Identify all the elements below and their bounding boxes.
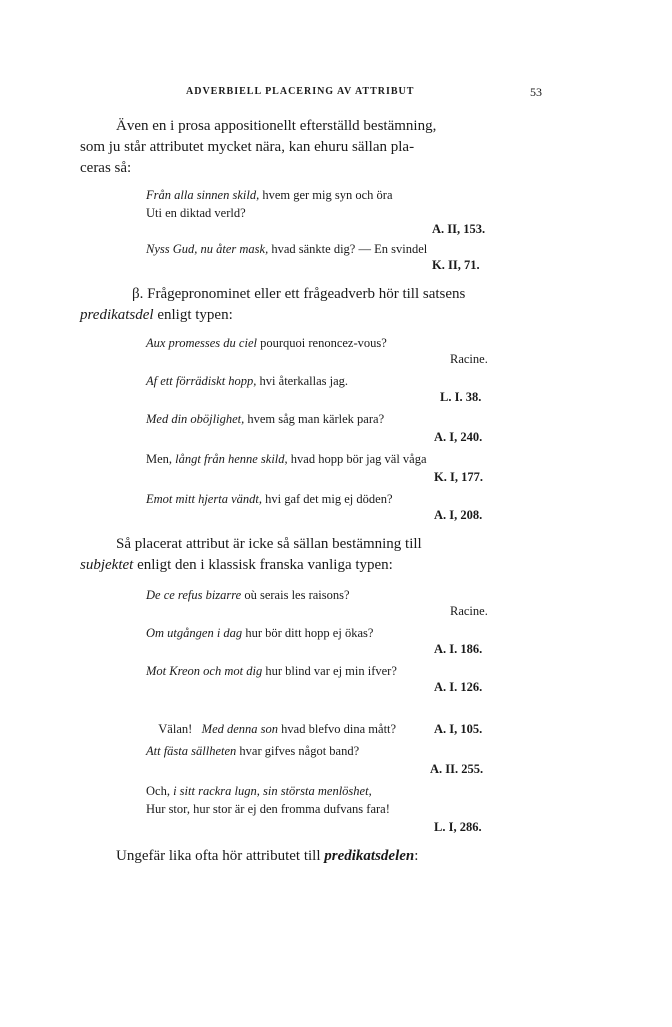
example-5 — [146, 410, 384, 428]
closing-pre: Ungefär lika ofta hör attributet till — [116, 848, 325, 864]
example-1-text: hvem ger mig syn och öra — [259, 188, 393, 202]
sa-text: enligt den i klassisk franska vanliga typen: — [133, 557, 393, 573]
example-11-italic: Med denna son — [201, 722, 279, 736]
example-3-ref: Racine. — [450, 352, 488, 366]
example-10-ref: A. I. 126. — [434, 680, 483, 694]
example-12-ref: A. II. 255. — [430, 762, 484, 776]
example-9-text: hur bör ditt hopp ej ökas? — [242, 626, 374, 640]
example-6-italic: långt från henne skild, — [175, 452, 288, 466]
example-5-text: hvem såg man kärlek para? — [244, 412, 385, 426]
example-8 — [146, 586, 350, 604]
example-6 — [146, 450, 427, 468]
example-4-text: hvi återkallas jag. — [256, 374, 349, 388]
example-1-line-1 — [146, 186, 393, 204]
header-title: ADVERBIELL PLACERING AV ATTRIBUT — [186, 86, 415, 97]
beta-line-1: β. Frågepronominet eller ett frågeadverb hör till satsens — [132, 286, 466, 302]
example-1-ref: A. II, 153. — [432, 222, 486, 236]
example-7-text: hvi gaf det mig ej döden? — [261, 492, 393, 506]
example-6-ref: K. I, 177. — [434, 470, 483, 484]
closing-paragraph — [80, 846, 540, 867]
sa-italic: subjektet — [80, 557, 134, 573]
example-1-line-2: Uti en diktad verld? — [146, 206, 246, 220]
beta-text: enligt typen: — [153, 307, 233, 323]
intro-paragraph — [80, 116, 540, 179]
example-11-ref: A. I, 105. — [434, 722, 483, 736]
example-2-text: hvad sänkte dig? — En svindel — [268, 242, 428, 256]
example-7-italic: Emot mitt hjerta vändt, — [146, 492, 262, 506]
example-13-italic: i sitt rackra lugn, sin största menlöshet, — [173, 784, 372, 798]
intro-line-2: som ju står attributet mycket nära, kan ehuru sällan pla- — [80, 139, 415, 155]
example-5-ref: A. I, 240. — [434, 430, 483, 444]
sa-line-2 — [80, 555, 540, 576]
example-2 — [146, 240, 427, 258]
example-12-text: hvar gifves något band? — [236, 744, 360, 758]
example-4 — [146, 372, 348, 390]
example-8-text: où serais les raisons? — [241, 588, 350, 602]
beta-italic: predikatsdel — [80, 307, 154, 323]
example-1-italic: Från alla sinnen skild, — [146, 188, 260, 202]
example-7-ref: A. I, 208. — [434, 508, 483, 522]
example-2-italic: Nyss Gud, nu åter mask, — [146, 242, 269, 256]
example-11-text: hvad blefvo dina mått? — [278, 722, 397, 736]
intro-line-3: ceras så: — [80, 160, 132, 176]
example-13-line-2: Hur stor, hur stor är ej den fromma dufvans fara! — [146, 802, 390, 816]
example-13-line-1 — [146, 782, 372, 800]
example-3-text: pourquoi renoncez-vous? — [256, 336, 387, 350]
closing-italic: predikatsdelen — [324, 848, 415, 864]
example-13-ref: L. I, 286. — [434, 820, 482, 834]
example-5-italic: Med din oböjlighet, — [146, 412, 245, 426]
closing-post: : — [414, 848, 419, 864]
example-12-italic: Att fästa sällheten — [146, 744, 237, 758]
example-10-text: hur blind var ej min ifver? — [262, 664, 397, 678]
example-9-ref: A. I. 186. — [434, 642, 483, 656]
example-10-italic: Mot Kreon och mot dig — [146, 664, 263, 678]
sa-paragraph — [80, 534, 540, 576]
example-8-ref: Racine. — [450, 604, 488, 618]
example-13-pre: Och, — [146, 784, 174, 798]
example-10 — [146, 662, 397, 680]
example-3-italic: Aux promesses du ciel — [146, 336, 257, 350]
page-number: 53 — [530, 85, 542, 99]
example-4-italic: Af ett förrädiskt hopp, — [146, 374, 257, 388]
example-9-italic: Om utgången i dag — [146, 626, 243, 640]
example-8-italic: De ce refus bizarre — [146, 588, 242, 602]
running-header — [186, 86, 542, 97]
example-9 — [146, 624, 373, 642]
example-12 — [146, 742, 359, 760]
example-4-ref: L. I. 38. — [440, 390, 482, 404]
example-3 — [146, 334, 387, 352]
beta-line-2 — [80, 305, 540, 326]
sa-line-1: Så placerat attribut är icke så sällan bestämning till — [116, 536, 422, 552]
example-2-ref: K. II, 71. — [432, 258, 480, 272]
example-7 — [146, 490, 393, 508]
intro-line-1: Även en i prosa appositionellt efterställd bestämning, — [116, 118, 437, 134]
example-11-pre: Välan! — [158, 722, 202, 736]
beta-paragraph — [80, 284, 540, 326]
example-6-pre: Men, — [146, 452, 176, 466]
example-6-text: hvad hopp bör jag väl våga — [287, 452, 427, 466]
